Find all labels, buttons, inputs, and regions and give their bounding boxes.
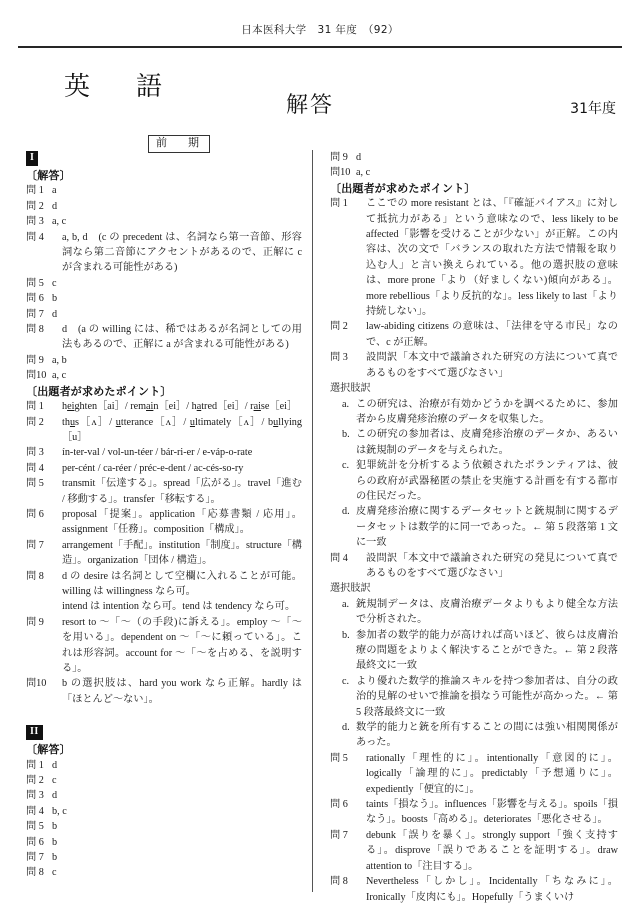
choice-heading-2: 選択肢訳 [330, 583, 371, 595]
answer-label: 問 8 [26, 867, 44, 879]
answer-value: d [52, 759, 58, 771]
point-label: 問 8 [26, 570, 44, 582]
point-row [26, 599, 302, 614]
choice-row [330, 628, 618, 674]
answer-label: 問 6 [26, 293, 44, 305]
point-body: Nevertheless「しかし」。Incidentally「ちなみに」。Ironically「皮肉にも」。Hopefully「うまくいけ [366, 876, 618, 903]
point-row [26, 476, 302, 507]
answer-label: 問 1 [26, 759, 44, 771]
point-label: 問 3 [330, 352, 348, 364]
answer-label: 問 3 [26, 216, 44, 228]
choice-list-2 [330, 597, 618, 751]
answer-label: 問10 [330, 167, 351, 179]
answer-value: a, c [356, 167, 371, 179]
answer-row [26, 788, 302, 803]
year-label: 31年度 [570, 101, 616, 117]
answer-row [26, 276, 302, 291]
choice-row [330, 674, 618, 720]
point-label: 問 8 [330, 876, 348, 888]
point-body: resort to ～「～（の手段)に訴える」。employ ～「～を用いる」。dependent on ～「～に頼っている」。これは形容詞。account for ～「～を占める、を説明する」。 [62, 616, 302, 674]
choice-label: b. [342, 629, 350, 641]
answer-value: d (a の willing には、稀ではあるが名詞としての用法もあるので、正解に a が含まれる可能性がある) [62, 324, 302, 351]
answer-value: b [52, 836, 58, 848]
document-type-title: 解答 [286, 93, 335, 118]
answer-label: 問 9 [330, 152, 348, 163]
answer-value: d [52, 200, 58, 212]
choice-row [330, 597, 618, 628]
answer-row [26, 819, 302, 834]
choice-label: b. [342, 429, 350, 441]
choice-heading-1: 選択肢訳 [330, 383, 371, 395]
point-body: arrangement「手配」。institution「制度」。structure「構造」。organization「団体 / 構造」。 [62, 539, 302, 567]
choice-label: a. [342, 598, 350, 610]
answer-value: c [52, 277, 57, 289]
choice-body: この研究の参加者は、皮膚発疹治療のデータか、あるいは銃規制のデータを与えられた。 [356, 429, 618, 456]
point-label: 問 2 [26, 416, 44, 428]
choice-body: 数学的能力と銃を所有することの間には強い相関関係があった。 [356, 722, 618, 749]
point-row [330, 350, 618, 381]
point-body: ここでの more resistant とは、「『確証バイアス』に対して抵抗力がある」という意味なので、less likely to be affected「影響を受けることが少ない」が正解。この内容は、次の文で「バランスの取れた方法で情報を取り込む人」と言い換えられている。他の選択肢の意味は、more prone「より（好ましくない)傾向がある」。more rebellious「より反抗的な」。less likely to last「より持続しない」。 [366, 198, 618, 318]
point-row [26, 507, 302, 538]
answer-label: 問 8 [26, 324, 44, 336]
point-body: rationally「理性的に」。intentionally「意図的に」。logically「論理的に」。predictably「予想通りに」。expediently「便宜的に」。 [366, 752, 618, 795]
answer-row [26, 322, 302, 353]
point-row [26, 399, 302, 414]
answer-row [26, 214, 302, 229]
point-label: 問 5 [26, 478, 44, 490]
point-row [330, 319, 618, 350]
point-label: 問 6 [330, 799, 348, 811]
point-body: debunk「誤りを暴く」。strongly support「強く支持する」。disprove「誤りであることを証明する」。draw attention to「注目する」。 [366, 829, 618, 872]
point-label: 問 7 [26, 539, 44, 551]
point-row [26, 615, 302, 677]
answer-row [26, 804, 302, 819]
left-column [26, 150, 302, 881]
point-row [26, 415, 302, 446]
points-list-2 [330, 196, 618, 381]
choice-body: 犯罪統計を分析するよう依頼されたボランティアは、彼らの政府が武器秘匿の禁止を実施する計画を有する都市の住民だった。 [356, 460, 618, 502]
answer-label: 問 4 [26, 805, 44, 817]
answers-heading-2: 〔解答〕 [26, 743, 71, 757]
point-label: 問 9 [26, 616, 44, 628]
point-label: 問 2 [330, 321, 348, 333]
answer-label: 問 2 [26, 200, 44, 212]
answer-value: c [52, 867, 57, 879]
point-row [330, 196, 618, 319]
point-body: b の選択肢は、hard you work なら正解。hardly は「ほとんど～ない」。 [62, 678, 302, 705]
column-divider [312, 150, 313, 892]
answer-row [330, 150, 618, 165]
answer-row [26, 307, 302, 322]
page-title: 英 語 [64, 72, 173, 102]
answer-value: a, c [52, 216, 67, 228]
choice-row [330, 397, 618, 428]
point-body: transmit「伝達する」。spread「広がる」。travel「進む / 移動する」。transfer「移転する」。 [62, 478, 302, 505]
points-list-1 [26, 399, 302, 707]
choice-body: 皮膚発疹治療に関するデータセットと銃規制に関するデータセットは数学的に同一であった。← 第 5 段落第 1 文に一致 [356, 506, 618, 549]
choice-row [330, 720, 618, 751]
point-body: per-cént / ca-réer / préc-e-dent / ac-cés-so-ry [62, 462, 244, 474]
section-marker-2-row [26, 724, 302, 741]
choice-row [330, 504, 618, 550]
answer-value: d [356, 152, 362, 163]
choice-label: d. [342, 722, 350, 734]
answer-list-2-part1 [26, 758, 302, 881]
point-body: ín-ter-val / vol-un-téer / bár-ri-er / e-váp-o-rate [62, 447, 253, 459]
answer-row [26, 199, 302, 214]
question-4-body: 設問訳「本文中で議論された研究の発見について真であるものをすべて選びなさい」 [366, 552, 618, 579]
point-row [26, 461, 302, 476]
header-rule [18, 46, 622, 48]
answer-value: b [52, 852, 58, 864]
point-row [330, 751, 618, 797]
point-body: intend は intention なら可。tend は tendency なら可。 [62, 601, 296, 613]
point-body: d の desire は名詞として空欄に入れることが可能。willing は willingness なら可。 [62, 570, 302, 597]
point-body: proposal「提案」。application「応募書類 / 応用」。assignment「任務」。composition「構成」。 [62, 508, 302, 536]
answer-row [26, 230, 302, 276]
answer-label: 問 5 [26, 821, 44, 833]
point-body: heighten［ai］/ remain［ei］/ hatred［ei］/ raise［ei］ [62, 401, 298, 413]
point-body: 設問訳「本文中で議論された研究の方法について真であるものをすべて選びなさい」 [366, 352, 618, 379]
answer-value: d [52, 308, 58, 320]
choice-list-1 [330, 397, 618, 551]
point-label: 問 1 [26, 401, 44, 413]
choice-body: 参加者の数学的能力が高ければ高いほど、彼らは皮膚治療の問題をよりよく解決することができた。← 第 2 段落最終文に一致 [356, 629, 618, 672]
answer-label: 問 6 [26, 836, 44, 848]
point-row [26, 676, 302, 707]
point-body: thus［ʌ］/ utterance［ʌ］/ ultimately［ʌ］/ bullying［u］ [62, 416, 302, 443]
title-block [18, 62, 622, 128]
answer-row [26, 368, 302, 383]
point-label: 問 4 [26, 462, 44, 474]
answer-value: a, b [52, 354, 67, 366]
answer-label: 問 2 [26, 775, 44, 787]
choice-body: 銃規制データは、皮膚治療データよりもより健全な方法で分析された。 [356, 598, 618, 626]
points-list-2-tail [330, 751, 618, 905]
section-marker-2: II [26, 725, 43, 740]
point-row [330, 797, 618, 828]
point-body: law-abiding citizens の意味は、「法律を守る市民」なので、c が正解。 [366, 321, 618, 348]
answer-row [26, 353, 302, 368]
point-label: 問 7 [330, 829, 348, 841]
answer-row [26, 291, 302, 306]
answer-row [26, 865, 302, 880]
answer-label: 問 5 [26, 277, 44, 289]
answers-heading-1: 〔解答〕 [26, 169, 71, 182]
answer-label: 問 3 [26, 790, 44, 802]
answer-row [26, 850, 302, 865]
choice-body: より優れた数学的推論スキルを持つ参加者は、自分の政治的見解のせいで推論を損なう可能性が高かった。← 第 5 段落最終文に一致 [356, 675, 618, 718]
answer-label: 問10 [26, 370, 47, 382]
answer-value: b [52, 293, 58, 305]
section-marker-1-row [26, 150, 302, 167]
answer-list-1 [26, 183, 302, 383]
answer-list-2-part2 [330, 150, 618, 181]
point-row [26, 538, 302, 569]
answer-value: b, c [52, 805, 67, 817]
answer-label: 問 1 [26, 185, 44, 197]
answer-row [26, 183, 302, 198]
point-label: 問 6 [26, 508, 44, 520]
point-row [26, 445, 302, 460]
question-4-label: 問 4 [330, 552, 348, 564]
choice-label: c. [342, 460, 350, 472]
answer-label: 問 7 [26, 852, 44, 864]
points-heading-1: 〔出題者が求めたポイント〕 [26, 384, 172, 398]
choice-label: c. [342, 675, 350, 687]
points-heading-2: 〔出題者が求めたポイント〕 [330, 181, 476, 195]
choice-row [330, 427, 618, 458]
answer-label: 問 4 [26, 231, 44, 243]
point-label: 問10 [26, 678, 47, 690]
answer-value: a, c [52, 370, 67, 382]
answer-value: d [52, 790, 58, 802]
answer-value: a [52, 185, 57, 197]
point-row [26, 569, 302, 600]
answer-row [26, 835, 302, 850]
answer-value: a, b, d (c の precedent は、名詞なら第一音節、形容詞なら第二音節にアクセントがあるので、正解に c が含まれる可能性がある) [62, 231, 302, 274]
point-label: 問 3 [26, 447, 44, 459]
choice-label: d. [342, 506, 350, 518]
point-body: taints「損なう」。influences「影響を与える」。spoils「損なう」。boosts「高める」。deteriorates「悪化させる」。 [366, 799, 618, 826]
answer-row [330, 165, 618, 180]
section-marker-1: I [26, 151, 38, 166]
choice-label: a. [342, 398, 350, 410]
choice-row [330, 458, 618, 504]
answer-row [26, 773, 302, 788]
question-4-row [330, 551, 618, 582]
point-label: 問 1 [330, 198, 348, 210]
right-column [330, 150, 618, 905]
term-badge: 前 期 [148, 135, 210, 153]
point-row [330, 828, 618, 874]
answer-label: 問 7 [26, 308, 44, 320]
answer-value: c [52, 775, 57, 787]
point-label: 問 5 [330, 752, 348, 764]
answer-row [26, 758, 302, 773]
answer-label: 問 9 [26, 354, 44, 366]
choice-body: この研究は、治療が有効かどうかを調べるために、参加者から皮膚発疹治療のデータを収集した。 [356, 398, 618, 425]
running-head: 日本医科大学 31 年度 （92） [241, 24, 399, 36]
answer-value: b [52, 821, 58, 833]
point-row [330, 874, 618, 905]
